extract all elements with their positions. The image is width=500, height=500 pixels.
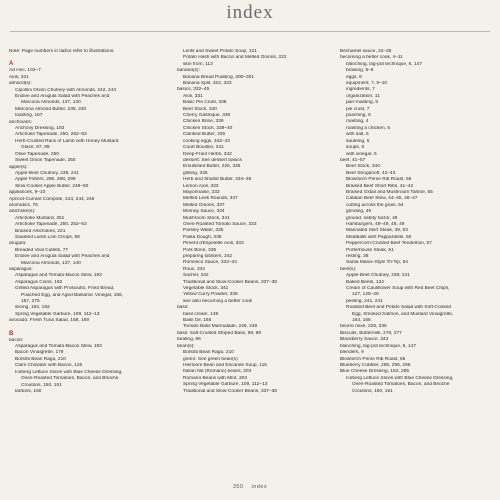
index-subentry: Potato Hash with Bacon and Melted Onions, 222	[183, 55, 287, 61]
index-subentry: Aioli, 331	[183, 93, 203, 99]
index-subentry: soups, 6	[346, 145, 365, 151]
index-entry: bacon:	[9, 337, 24, 343]
index-entry: blanching, big-pot technique, 6, 147	[340, 343, 417, 349]
index-subentry: Sautéed Lamb Loin Chops, 58	[15, 234, 80, 240]
index-entry: beurre mixé, 226, 335	[340, 324, 387, 330]
index-entry: Blowtorch Prime Rib Roast, 56	[340, 356, 406, 362]
index-subentry: Pasta Dough, 338	[183, 234, 222, 240]
index-subentry: Breaded Veal Cutlets, 77	[15, 247, 69, 253]
index-subentry: ground, safety factor, 48	[346, 215, 398, 221]
index-subentry: Spring Vegetable Garbure, 109, 112–13	[183, 382, 268, 388]
index-subentry: Bacon Vinaigrette, 179	[15, 350, 64, 356]
index-subentry: Glaze, 87, 89	[21, 145, 50, 151]
index-subentry: Traditional and Slow-Cooker Beans, 337–38	[183, 388, 277, 394]
index-subentry: Parsley Water, 335	[183, 228, 224, 234]
index-entry: blenders, 9	[340, 350, 364, 356]
index-subentry: braising, 5–6	[346, 68, 374, 74]
index-subentry: Lemon Aioli, 333	[183, 183, 219, 189]
index-subentry: Apple Fritters, 296, 298, 299	[15, 177, 76, 183]
index-subentry: Herb and Shallot Butter, 334–35	[183, 177, 252, 183]
index-subentry: Porterhouse Steak, 51	[346, 247, 394, 253]
page-number: 350	[232, 484, 244, 490]
index-entry: beef, 41–57	[340, 157, 366, 163]
index-subentry: Clarified Butter, 335	[183, 132, 226, 138]
index-subentry: Court Bouillon, 341	[183, 145, 224, 151]
index-subentry: slicing, 192, 192	[15, 305, 50, 311]
index-subentry: Deep-Fried Herbs, 342	[183, 151, 232, 157]
index-entry: Aioli, 331	[9, 74, 29, 80]
index-subentry: Egg, Smoked Salmon, and Mustard Vinaigrette,	[352, 311, 454, 317]
index-subentry: toasting, 167	[15, 113, 43, 119]
index-subentry: Roux, 334	[183, 266, 205, 272]
index-subentry: Chicken Stock, 339–40	[183, 125, 233, 131]
index-subentry: Heirloom Bean and Escarole Soup, 115	[183, 362, 267, 368]
index-subentry: Roasted Beet and Potato Salad with Soft-Cooked	[346, 305, 452, 311]
index-column-2	[177, 49, 325, 395]
index-subentry: Oven-Roasted Tomato Sauce, 333	[183, 221, 257, 227]
index-subentry: grinding, 49	[346, 209, 372, 215]
index-subentry: Basic Pie Crust, 338	[183, 100, 227, 106]
index-subentry: Braised Artichokes, 221	[15, 228, 66, 234]
index-subentry: poaching, 6	[346, 113, 371, 119]
index-subentry: Mornay Sauce, 334	[183, 209, 225, 215]
index-subentry: Artichoke Mustard, 251	[15, 215, 65, 221]
index-subentry: Asparagus and Tomato-Bacon Stew, 193	[15, 273, 102, 279]
index-subentry: Asparagus Coins, 192	[15, 279, 63, 285]
index-subentry: Banana Bread Pudding, 300–301	[183, 74, 254, 80]
index-subentry: Apple-Beet Chutney, 239, 241	[346, 273, 410, 279]
index-subentry: Melted Onions, 337	[183, 202, 225, 208]
index-subentry: Cream of Cauliflower Soup with Red Beet Chips,	[346, 286, 450, 292]
index-subentry: Catalan Beef Stew, 44–45, 46–47	[346, 196, 418, 202]
index-entry: anchovies:	[9, 119, 32, 125]
index-subentry: Sweet Onion Tapenade, 250	[15, 158, 76, 164]
section-letter: A	[9, 61, 14, 68]
index-subentry: ingredients, 7	[346, 87, 375, 93]
index-subentry: Artichoke Tapenade, 250, 252–53	[15, 222, 87, 228]
index-subentry: Emulsified Butter, 226, 335	[183, 164, 241, 170]
index-subentry: blanching, big-pot technique, 6, 147	[346, 61, 423, 67]
index-entry: almond(s):	[9, 81, 32, 87]
index-subentry: Croutons, 150, 151	[21, 382, 62, 388]
index-subentry: peeling, 241, 241	[346, 298, 383, 304]
index-subentry: Iceberg Lettuce Slices with Blue Cheese Dressing,	[346, 375, 454, 381]
index-subentry: Blowtorch Prime Rib Roast, 56	[346, 177, 412, 183]
index-subentry: Sachet, 342	[183, 273, 209, 279]
index-subentry: basil cream, 149	[183, 311, 219, 317]
index-entry: appliances, 9–10	[9, 190, 46, 196]
index-subentry: roasting a chicken, 5	[346, 125, 390, 131]
index-subentry: Vegetable Stock, 341	[183, 286, 229, 292]
index-subentry: Borlotti Bean Ragù, 210	[15, 356, 66, 362]
index-subentry: cutting across the grain, 54	[346, 202, 404, 208]
index-subentry: see also becoming a better cook	[183, 298, 253, 304]
index-subentry: Croutons, 150, 151	[352, 388, 393, 394]
index-subentry: Borlotti Bean Ragù, 210	[183, 350, 234, 356]
index-subentry: Slow-Cooker Apple Butter, 249–50	[15, 183, 89, 189]
index-entry: beating, 96	[177, 337, 201, 343]
index-subentry: 157, 275	[21, 299, 40, 305]
index-subentry: Poached Egg, and Aged Balsamic Vinegar, 156,	[21, 292, 124, 298]
index-subentry: Endive and Arugula Salad with Peaches and	[15, 94, 110, 100]
index-entry: Blue Cheese Dressing, 182, 285	[340, 369, 410, 375]
header-rule	[10, 31, 490, 32]
index-subentry: Traditional and Slow-Cooker Beans, 337–38	[183, 279, 277, 285]
index-entry: arugula:	[9, 241, 27, 247]
index-subentry: Beef Stock, 340	[346, 164, 380, 170]
index-subentry: Piment d'Espelette Aioli, 333	[183, 241, 244, 247]
index-subentry: Italian flat (Romano) beans, 203	[183, 369, 252, 375]
index-entry: basil:	[177, 305, 189, 311]
index-subentry: Marcona Almonds, 137, 140	[21, 100, 81, 106]
index-subentry: Lentil and Sweet Potato Soup, 121	[183, 49, 257, 54]
index-subentry: Romesco Sauce, 333–34	[183, 260, 237, 266]
index-subentry: Mushroom Stock, 341	[183, 215, 230, 221]
index-subentry: Meatballs with Pappardelle, 50	[346, 234, 412, 240]
index-subentry: Melted Leek Rounds, 337	[183, 196, 238, 202]
index-note: Note: Page numbers in italics refer to illustrations.	[9, 49, 115, 54]
index-subentry: eggs, 6	[346, 74, 362, 80]
index-entry: beet(s):	[340, 266, 357, 272]
index-subentry: Cipollini Onion Chutney with Almonds, 242, 244	[15, 87, 117, 93]
index-subentry: Grilled Asparagus with Prosciutto, Fried Bread,	[15, 286, 115, 292]
index-subentry: Tomato Basil Marmalade, 246, 248	[183, 324, 258, 330]
index-subentry: dessert: See dessert basics	[183, 157, 242, 163]
page-footer	[0, 484, 500, 490]
index-subentry: Spring Vegetable Garbure, 109, 112–13	[15, 311, 100, 317]
index-entry: becoming a better cook, 4–11	[340, 55, 403, 61]
index-subentry: skin from, 113	[183, 61, 213, 67]
index-subentry: grilling, 345	[183, 170, 208, 176]
index-column-3	[340, 49, 488, 395]
index-entry: Ad Hoc, 102–7	[9, 68, 41, 74]
index-subentry: Mayonnaise, 333	[183, 189, 220, 195]
index-column-1	[9, 49, 157, 395]
index-entry: aromatics, 76	[9, 202, 38, 208]
index-entry: Blueberry Cobbler, 295, 296, 296	[340, 362, 411, 368]
index-subentry: Marcona Almonds, 137, 140	[21, 260, 81, 266]
index-subentry: Yellow Curry Powder, 336	[183, 292, 238, 298]
index-subentry: 127, 128–29	[352, 292, 379, 298]
index-subentry: Oven-Roasted Tomatoes, Bacon, and Brioche	[352, 382, 450, 388]
index-entry: Biscuits, Buttermilk, 276, 277	[340, 330, 402, 336]
index-entry: apple(s):	[9, 164, 28, 170]
index-subentry: equipment, 7, 9–10	[346, 81, 388, 87]
index-entry: basics, 332–45	[177, 87, 210, 93]
index-subentry: resting, 38	[346, 254, 369, 259]
index-entry: Blackberry Sauce, 343	[340, 337, 389, 343]
index-subentry: Braised Beef Short Ribs, 41–42	[346, 183, 414, 189]
index-entry: asparagus:	[9, 267, 33, 272]
index-subentry: Romano Beans with Mint, 203	[183, 375, 247, 381]
index-subentry: Clam Chowder with Bacon, 126	[15, 363, 83, 369]
index-entry: Apricot-Currant Compote, 243, 244, 246	[9, 196, 95, 202]
index-subentry: organization, 11	[346, 93, 380, 99]
section-letter: B	[9, 330, 14, 337]
index-subentry: Apple-Beet Chutney, 239, 241	[15, 170, 79, 176]
index-entry: bass: Salt-Crusted Striped Bass, 98, 99	[177, 330, 261, 336]
index-entry: artichoke(s):	[9, 209, 36, 215]
index-subentry: Banana Split, 322, 323	[183, 81, 232, 87]
index-subentry: pie crust, 7	[346, 106, 370, 112]
index-subentry: with salt, 5	[346, 132, 369, 138]
index-subentry: Olive Tapenade, 250	[15, 151, 59, 157]
index-subentry: Baked Beets, 134	[346, 279, 384, 285]
index-subentry: roasting, 4	[346, 119, 369, 125]
index-subentry: Artichoke Tapenade, 250, 252–53	[15, 132, 87, 138]
index-subentry: Marinated Skirt Steak, 39, 53	[346, 228, 408, 234]
index-subentry: Basil Oil, 165	[183, 318, 212, 324]
index-subentry: Iceberg Lettuce Slices with Blue Cheese Dressing,	[15, 369, 123, 375]
index-subentry: Beef Stroganoff, 42–43	[346, 170, 396, 176]
index-subentry: Chicken Brine, 339	[183, 119, 224, 125]
index-subentry: Endive and Arugula Salad with Peaches and	[15, 254, 110, 260]
index-subentry: Beef Stock, 340	[183, 106, 217, 112]
index-entry: avocado: Fresh Tuna Salad, 168, 169	[9, 318, 90, 324]
index-subentry: pan-roasting, 5	[346, 100, 378, 106]
index-subentry: Asparagus and Tomato-Bacon Stew, 193	[15, 344, 102, 350]
index-entry: Béchamel sauce, 24–25	[340, 49, 392, 54]
index-entry: banana(s):	[177, 68, 200, 74]
index-subentry: green: See green bean(s)	[183, 356, 238, 362]
index-subentry: with vinegar, 5	[346, 151, 377, 157]
index-subentry: Peppercorn-Crusted Beef Tenderloin, 57	[346, 241, 432, 247]
index-subentry: cooking eggs, 342–43	[183, 138, 230, 144]
index-subentry: sautéing, 5	[346, 138, 370, 144]
page-title: index	[226, 2, 274, 23]
index-subentry: preparing lobsters, 342	[183, 254, 233, 259]
index-subentry: Anchovy Dressing, 183	[15, 126, 65, 132]
footer-label: index	[251, 484, 268, 490]
index-subentry: Pork Brine, 339	[183, 247, 217, 253]
index-subentry: Marcona Almond Butter, 239, 240	[15, 106, 87, 112]
index-entry: bean(s):	[177, 343, 195, 349]
index-subentry: Oven-Roasted Tomatoes, Bacon, and Brioche	[21, 376, 119, 382]
index-subentry: Santa Maria–Style Tri-Tip, 54	[346, 260, 408, 266]
index-subentry: Herb-Crusted Rack of Lamb with Honey Mustard	[15, 138, 119, 144]
index-subentry: Cherry Gastrique, 336	[183, 113, 231, 119]
index-subentry: Hamburgers, 48–49, 48, 49	[346, 221, 405, 227]
index-subentry: 164, 165	[352, 318, 371, 324]
index-subentry: lardons, 150	[15, 388, 42, 394]
index-subentry: Braised Oxtail and Mushroom Tartine, 55	[346, 189, 433, 195]
